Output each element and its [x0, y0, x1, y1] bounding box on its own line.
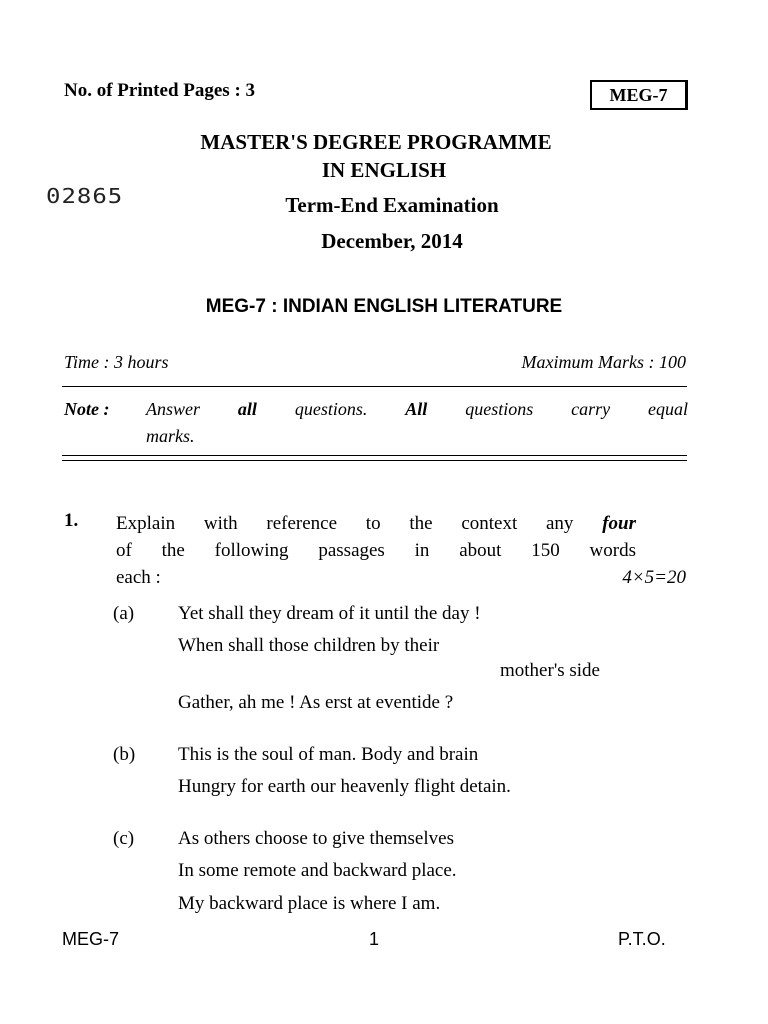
divider-rule [62, 386, 687, 387]
note-text-part: questions carry equal [465, 399, 689, 419]
maximum-marks: Maximum Marks : 100 [521, 352, 686, 372]
part-label: (c) [113, 828, 135, 849]
passage-line: My backward place is where I am. [178, 893, 441, 914]
note-text-part: questions. [294, 399, 368, 419]
passage-line: This is the soul of man. Body and brain [178, 744, 479, 765]
divider-rule [62, 455, 687, 456]
question-instruction [116, 510, 686, 591]
passage-line: Gather, ah me ! As erst at eventide ? [178, 692, 454, 713]
exam-type: Term-End Examination [285, 193, 499, 217]
question-marks: 4×5=20 [622, 567, 686, 588]
course-title: MEG-7 : INDIAN ENGLISH LITERATURE [205, 296, 563, 317]
passage-line: As others choose to give themselves [178, 828, 454, 849]
footer-course-code: MEG-7 [62, 929, 120, 949]
note-emphasis: All [405, 399, 428, 419]
question-line [116, 510, 636, 537]
passage-line: When shall those children by their [178, 635, 440, 656]
question-text-part: Explain with reference to the context any [116, 513, 574, 534]
programme-title: MASTER'S DEGREE PROGRAMME [200, 130, 552, 154]
please-turn-over: P.T.O. [618, 929, 666, 949]
time-allowed: Time : 3 hours [64, 352, 169, 372]
course-code-box: MEG-7 [590, 80, 688, 110]
part-label: (b) [113, 744, 136, 765]
note-text-line1 [146, 396, 688, 423]
page-number: 1 [368, 929, 379, 949]
printed-pages-count: No. of Printed Pages : 3 [64, 80, 256, 101]
note-text-line2: marks. [146, 426, 195, 446]
question-emphasis: four [602, 513, 636, 534]
question-line: each : [116, 567, 161, 588]
question-line: of the following passages in about 150 words [116, 540, 636, 561]
question-number: 1. [64, 510, 79, 531]
serial-number: 02865 [46, 184, 124, 208]
divider-rule [62, 460, 687, 461]
part-label: (a) [113, 603, 135, 624]
note-label: Note : [64, 399, 110, 419]
programme-subtitle: IN ENGLISH [321, 158, 447, 182]
note-text-part: Answer [146, 399, 200, 419]
passage-line: In some remote and backward place. [178, 860, 457, 881]
passage-line: mother's side [500, 660, 600, 681]
note-emphasis: all [237, 399, 257, 419]
passage-line: Yet shall they dream of it until the day ! [178, 603, 481, 624]
exam-date: December, 2014 [321, 229, 463, 253]
passage-line: Hungry for earth our heavenly flight detain. [178, 776, 511, 797]
